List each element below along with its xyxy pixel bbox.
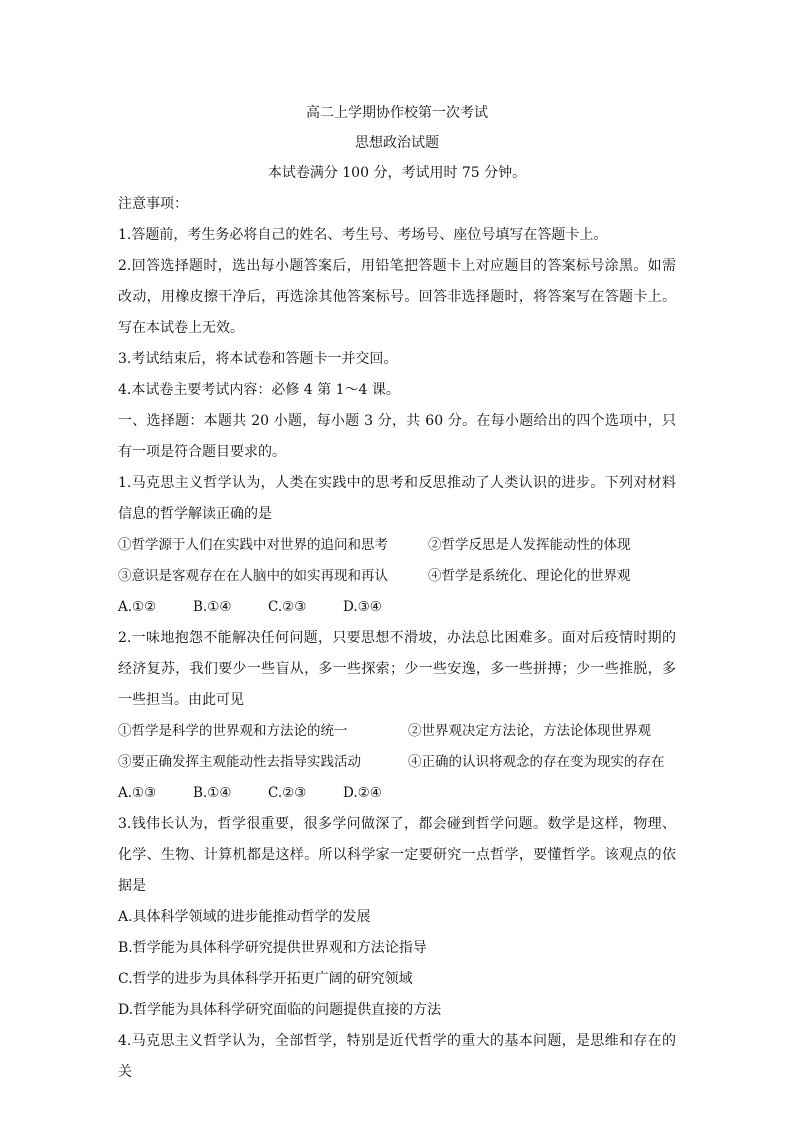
choice-c: C.②③ (268, 599, 307, 615)
statement: ④哲学是系统化、理论化的世界观 (428, 568, 631, 584)
statement: ②哲学反思是人发挥能动性的体现 (428, 537, 631, 553)
choice-row (118, 778, 676, 809)
choice-b: B.①④ (193, 599, 232, 615)
exam-info: 本试卷满分 100 分，考试用时 75 分钟。 (267, 165, 527, 181)
option-c: C.哲学的进步为具体科学开拓更广阔的研究领域 (118, 971, 413, 987)
choice-a: A.①② (118, 599, 157, 615)
statement-row (118, 530, 676, 561)
choice-c: C.②③ (268, 785, 307, 801)
exam-page (118, 100, 676, 1088)
choice-d: D.②④ (343, 785, 382, 801)
exam-subject: 思想政治试题 (355, 135, 439, 151)
choice-d: D.③④ (343, 599, 382, 615)
choice-b: B.①④ (193, 785, 232, 801)
question-stem: 4.马克思主义哲学认为，全部哲学，特别是近代哲学的重大的基本问题，是思维和存在的关 (118, 1033, 676, 1080)
question-stem: 2.一味地抱怨不能解决任何问题，只要思想不滑坡，办法总比困难多。面对后疫情时期的经济复苏，我们要少一些盲从，多一些探索；少一些安逸，多一些拼搏；少一些推脱，多一些担当。由此可见 (118, 630, 676, 708)
option-a: A.具体科学领域的进步能推动哲学的发展 (118, 909, 371, 925)
statement: ③要正确发挥主观能动性去指导实践活动 (118, 754, 361, 770)
statement: ③意识是客观存在在人脑中的如实再现和再认 (118, 568, 388, 584)
exam-title: 高二上学期协作校第一次考试 (306, 105, 488, 121)
statement: ①哲学是科学的世界观和方法论的统一 (118, 723, 348, 739)
notice-item: 1.答题前，考生务必将自己的姓名、考生号、考场号、座位号填写在答题卡上。 (118, 227, 608, 243)
statement: ②世界观决定方法论，方法论体现世界观 (408, 723, 651, 739)
statement-row (118, 716, 676, 747)
statement-row (118, 747, 676, 778)
notice-item: 2.回答选择题时，选出每小题答案后，用铅笔把答题卡上对应题目的答案标号涂黑。如需改动，用橡皮擦干净后，再选涂其他答案标号。回答非选择题时，将答案写在答题卡上。写在本试卷上无效。 (118, 258, 676, 336)
section-intro: 一、选择题：本题共 20 小题，每小题 3 分，共 60 分。在每小题给出的四个选项中，只有一项是符合题目要求的。 (118, 413, 676, 460)
option-d: D.哲学能为具体科学研究面临的问题提供直接的方法 (118, 1002, 442, 1018)
choice-a: A.①③ (118, 785, 157, 801)
notice-heading: 注意事项： (118, 196, 188, 212)
choice-row (118, 592, 676, 623)
statement: ①哲学源于人们在实践中对世界的追问和思考 (118, 537, 388, 553)
notice-item: 4.本试卷主要考试内容：必修 4 第 1～4 课。 (118, 382, 400, 398)
option-b: B.哲学能为具体科学研究提供世界观和方法论指导 (118, 940, 427, 956)
statement-row (118, 561, 676, 592)
notice-item: 3.考试结束后，将本试卷和答题卡一并交回。 (118, 351, 398, 367)
question-stem: 1.马克思主义哲学认为，人类在实践中的思考和反思推动了人类认识的进步。下列对材料信息的哲学解读正确的是 (118, 475, 676, 522)
question-stem: 3.钱伟长认为，哲学很重要，很多学问做深了，都会碰到哲学问题。数学是这样，物理、化学、生物、计算机都是这样。所以科学家一定要研究一点哲学，要懂哲学。该观点的依据是 (118, 816, 676, 894)
statement: ④正确的认识将观念的存在变为现实的存在 (408, 754, 665, 770)
